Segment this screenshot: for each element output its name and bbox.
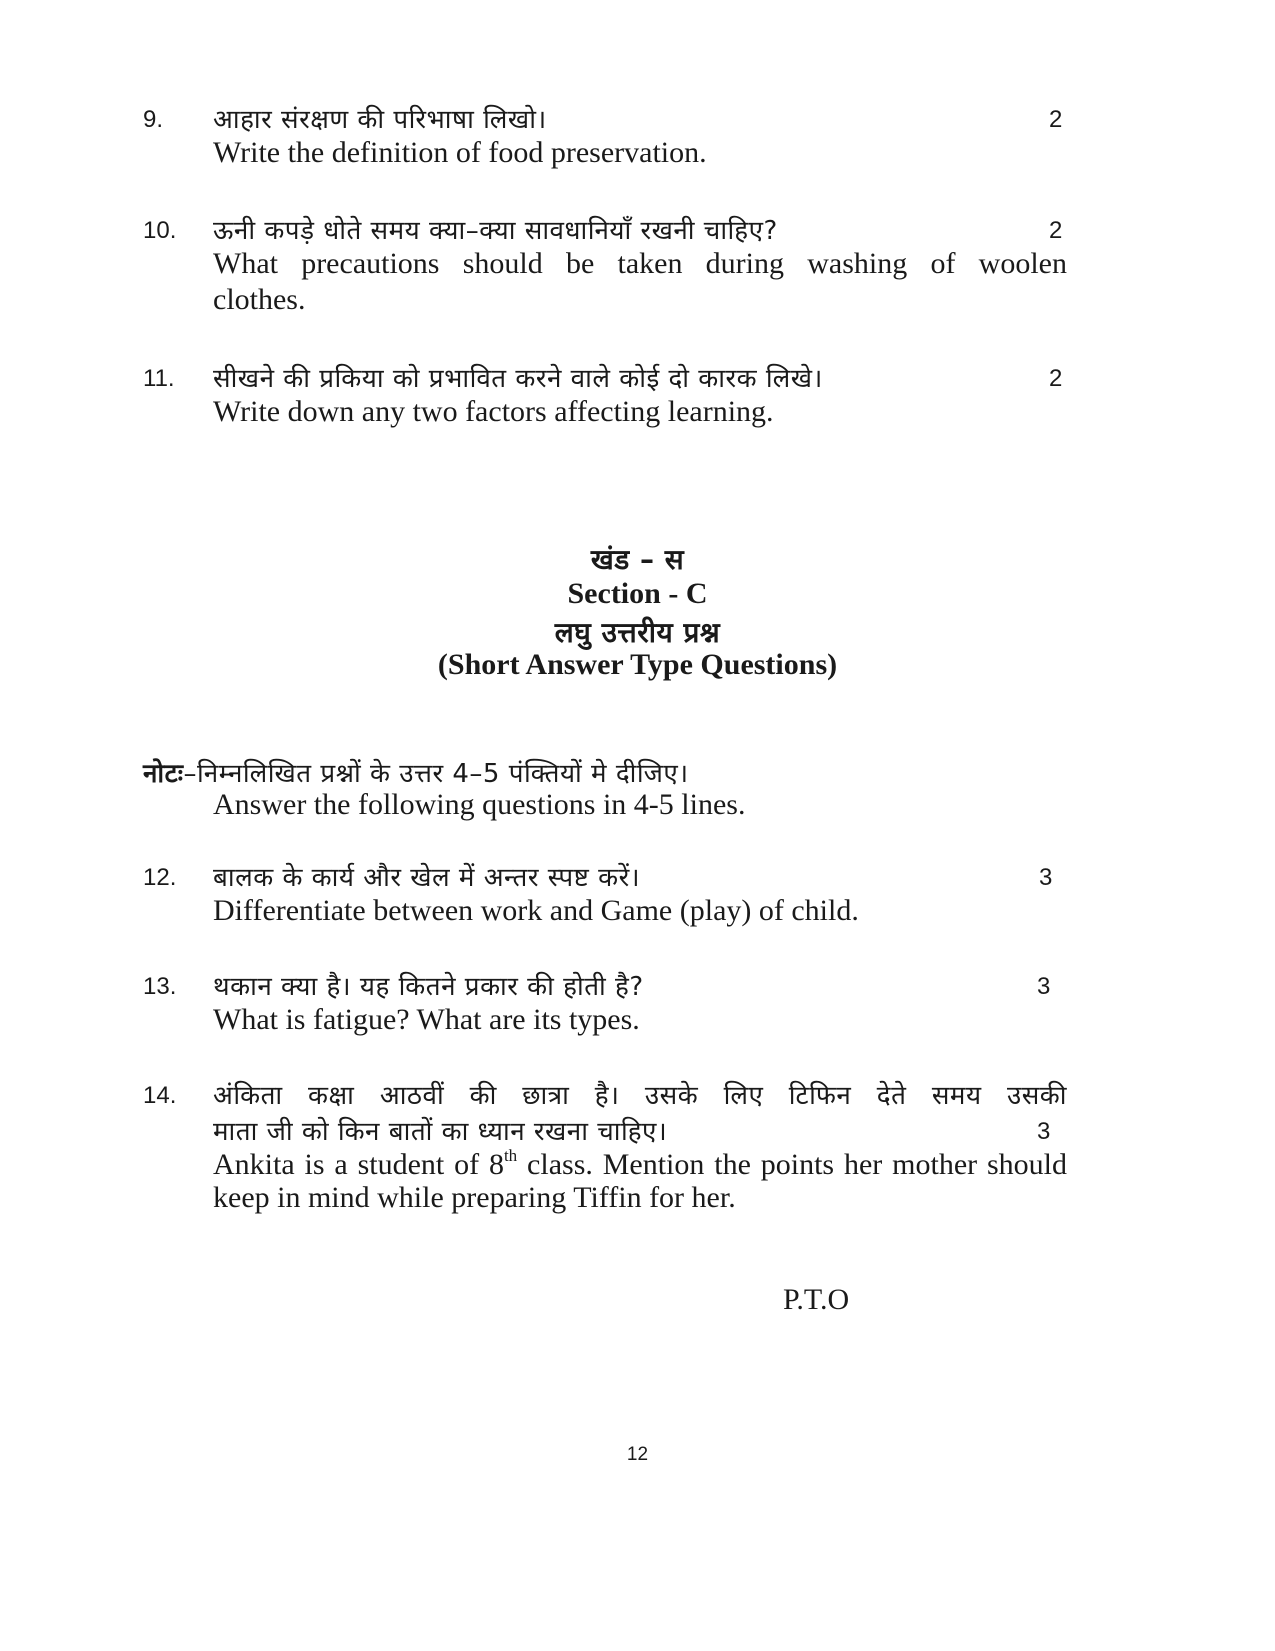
question-english: What is fatigue? What are its types.	[213, 1003, 640, 1036]
question-marks: 2	[1049, 217, 1063, 244]
section-english-title: Section - C	[567, 577, 708, 610]
question-hindi: सीखने की प्रकिया को प्रभावित करने वाले कोई दो कारक लिखे।	[213, 364, 823, 394]
section-english-subtitle: (Short Answer Type Questions)	[437, 648, 838, 681]
question-hindi: बालक के कार्य और खेल में अन्तर स्पष्ट करें।	[213, 863, 641, 893]
note-line	[143, 754, 689, 790]
question-hindi: ऊनी कपड़े धोते समय क्या–क्या सावधानियाँ रखनी चाहिए?	[213, 216, 778, 246]
question-hindi-line2: माता जी को किन बातों का ध्यान रखना चाहिए।	[213, 1117, 668, 1147]
note-english: Answer the following questions in 4-5 lines.	[213, 788, 746, 821]
question-marks: 3	[1039, 864, 1053, 891]
question-english: Differentiate between work and Game (play) of child.	[213, 894, 859, 927]
question-english: Write down any two factors affecting learning.	[213, 395, 774, 428]
section-hindi-subtitle: लघु उत्तरीय प्रश्न	[554, 616, 721, 649]
question-number: 13.	[143, 973, 177, 1000]
note-label: नोटः	[143, 759, 184, 789]
page-number: 12	[626, 1444, 649, 1465]
pto-label: P.T.O	[783, 1283, 850, 1316]
note-hindi: –निम्नलिखित प्रश्नों के उत्तर 4–5 पंक्तियों मे दीजिए।	[183, 759, 689, 789]
question-marks: 2	[1049, 106, 1063, 133]
question-hindi: आहार संरक्षण की परिभाषा लिखो।	[213, 105, 547, 135]
question-number: 14.	[143, 1082, 177, 1109]
question-hindi: थकान क्या है। यह कितने प्रकार की होती है?	[213, 972, 644, 1002]
english-line1-start: Ankita is a student of 8	[213, 1148, 504, 1181]
question-english-line1	[213, 1148, 1067, 1182]
question-english: Write the definition of food preservation.	[213, 136, 707, 169]
question-number: 10.	[143, 217, 177, 244]
english-line1-end: class. Mention the points her mother should	[517, 1148, 1067, 1181]
section-hindi-title: खंड – स	[590, 543, 685, 576]
question-marks: 3	[1037, 1118, 1051, 1145]
question-number: 11.	[143, 365, 175, 392]
question-marks: 3	[1037, 973, 1051, 1000]
question-english-line1: What precautions should be taken during washing of woolen	[213, 247, 1067, 280]
ordinal-suffix: th	[503, 1146, 518, 1165]
question-marks: 2	[1049, 365, 1063, 392]
question-hindi-line1: अंकिता कक्षा आठवीं की छात्रा है। उसके लिए टिफिन देते समय उसकी	[213, 1081, 1067, 1111]
question-english-line2: clothes.	[213, 283, 306, 316]
question-english-line2: keep in mind while preparing Tiffin for her.	[213, 1181, 736, 1214]
question-number: 9.	[143, 106, 164, 133]
question-number: 12.	[143, 864, 177, 891]
